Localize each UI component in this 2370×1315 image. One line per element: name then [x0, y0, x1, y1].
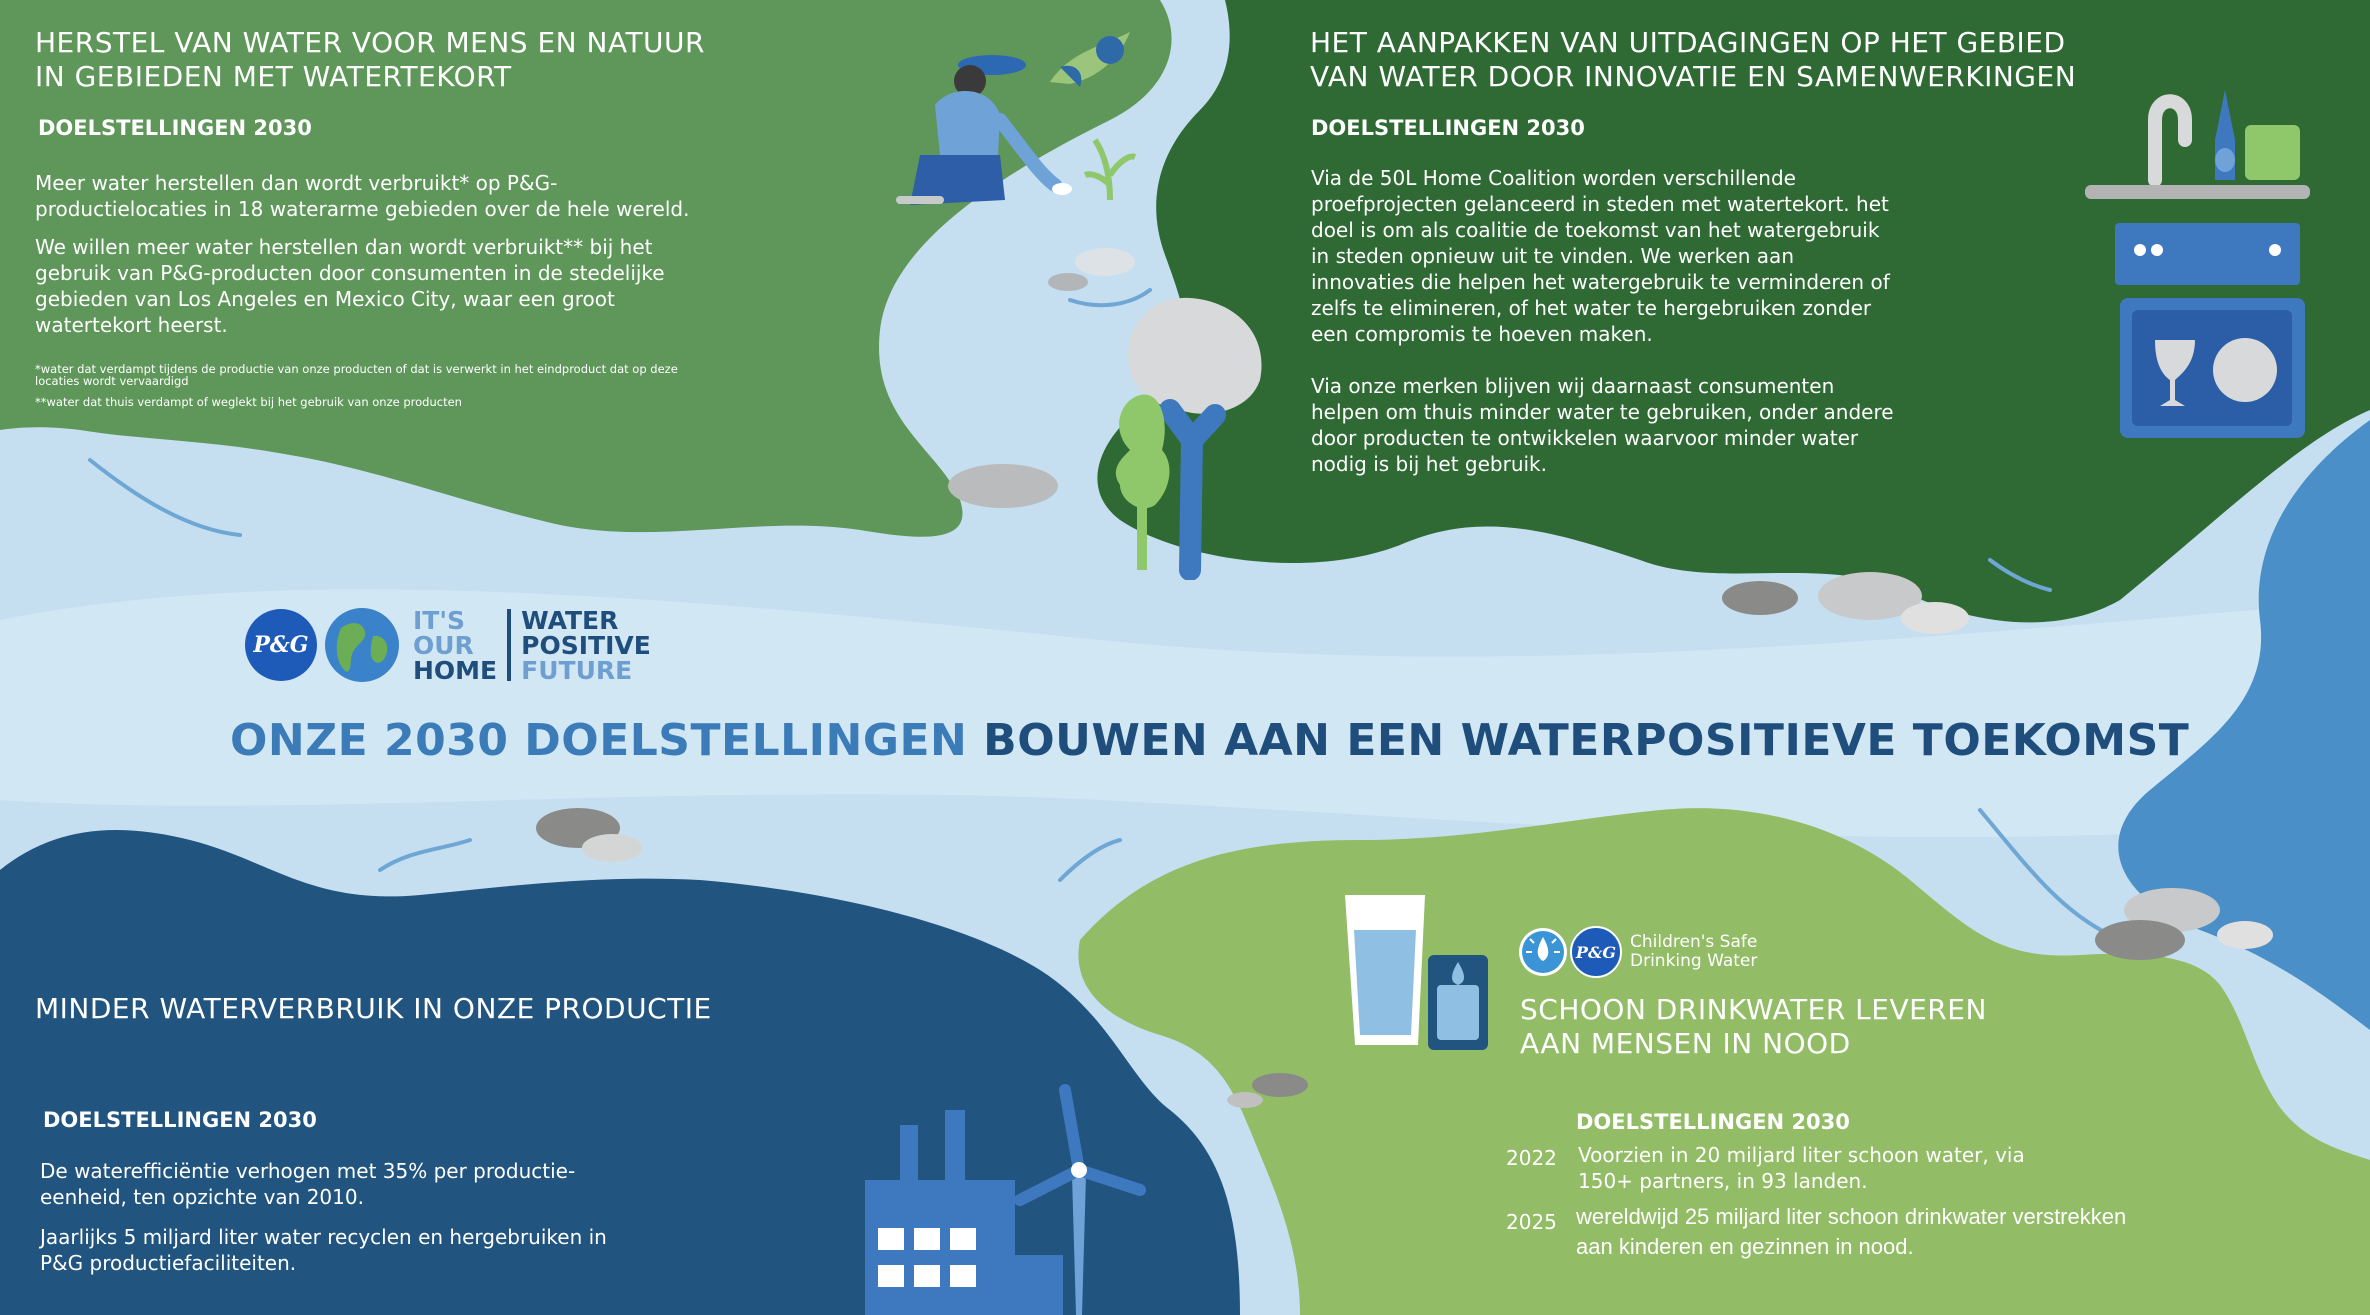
wordmark-line: HOME	[413, 655, 498, 685]
logo-group	[245, 605, 651, 685]
paragraph: We willen meer water herstellen dan wordt verbruikt** bij het gebruik van P&G-producten door consumenten in de stedelijke gebieden van Los Angeles en Mexico City, waar een groot watertekort heerst.	[35, 235, 665, 337]
pg-logo-small: P&G	[1570, 926, 1622, 978]
factory-illustration	[840, 1080, 1260, 1315]
paragraph: Via onze merken blijven wij daarnaast consumenten helpen om thuis minder water te gebruiken, onder andere door producten te ontwikkelen waarvoor minder water nodig is bij het gebruik.	[1311, 374, 1894, 476]
goal-text: wereldwijd 25 miljard liter schoon drinkwater verstrekken aan kinderen en gezinnen in nood.	[1576, 1204, 2127, 1259]
section-body-innovation	[1311, 165, 1896, 489]
wordmark-line: POSITIVE	[521, 630, 651, 660]
pg-logo: P&G	[245, 609, 317, 681]
wordmark-line: FUTURE	[521, 655, 633, 685]
water-positive-future-wordmark	[521, 605, 651, 685]
sun-drop-icon	[1518, 927, 1568, 977]
footnote: *water dat verdampt tijdens de productie van onze producten of dat is verwerkt in het eindproduct dat op deze locaties wordt vervaardigd	[35, 362, 678, 388]
globe-icon	[323, 606, 401, 684]
csdw-wordmark	[1630, 933, 1757, 971]
title-line: SCHOON DRINKWATER LEVEREN	[1520, 993, 1987, 1026]
title-line: VAN WATER DOOR INNOVATIE EN SAMENWERKINGEN	[1310, 60, 2077, 93]
section-title-innovation	[1310, 26, 2170, 94]
goals-label: DOELSTELLINGEN 2030	[38, 116, 312, 140]
section-title-production: MINDER WATERVERBRUIK IN ONZE PRODUCTIE	[35, 992, 712, 1025]
title-line: HET AANPAKKEN VAN UITDAGINGEN OP HET GEBIED	[1310, 26, 2066, 59]
goals-label: DOELSTELLINGEN 2030	[43, 1108, 317, 1132]
trees-illustration	[1100, 290, 1300, 580]
its-our-home-wordmark	[413, 605, 498, 685]
year-label: 2025	[1506, 1210, 1557, 1234]
wordmark-line: IT'S	[413, 605, 466, 635]
wordmark-line: Children's Safe	[1630, 932, 1758, 952]
paragraph: Via de 50L Home Coalition worden verschillende proefprojecten gelanceerd in steden met watertekort. het doel is om als coalitie de toekomst van het watergebruik in steden opnieuw uit te vinden. We werken aan innovaties die helpen het watergebruik te verminderen of zelfs te elimineren, of het water te hergebruiken zonder een compromis te hoeven maken.	[1311, 166, 1890, 346]
paragraph: De waterefficiëntie verhogen met 35% per productie-eenheid, ten opzichte van 2010.	[40, 1159, 576, 1209]
section-body-production	[40, 1158, 610, 1288]
wordmark-line: Drinking Water	[1630, 951, 1758, 971]
title-line: AAN MENSEN IN NOOD	[1520, 1027, 1851, 1060]
goals-label: DOELSTELLINGEN 2030	[1576, 1110, 1850, 1134]
section-body-restore-water	[35, 170, 715, 350]
title-line: HERSTEL VAN WATER VOOR MENS EN NATUUR	[35, 26, 705, 59]
paragraph: Jaarlijks 5 miljard liter water recyclen en hergebruiken in P&G productiefaciliteiten.	[40, 1225, 607, 1275]
goal-text: Voorzien in 20 miljard liter schoon water, via 150+ partners, in 93 landen.	[1578, 1143, 2025, 1193]
headline-part-1: ONZE 2030 DOELSTELLINGEN	[230, 715, 968, 766]
footnotes	[35, 363, 705, 408]
paragraph: Meer water herstellen dan wordt verbruikt* op P&G-productielocaties in 18 waterarme gebieden over de hele wereld.	[35, 171, 690, 221]
title-line: IN GEBIEDEN MET WATERTEKORT	[35, 60, 512, 93]
section-title-restore-water	[35, 26, 755, 94]
footnote: **water dat thuis verdampt of weglekt bij het gebruik van onze producten	[35, 395, 462, 409]
water-glass-illustration	[1340, 890, 1490, 1055]
goals-label: DOELSTELLINGEN 2030	[1311, 116, 1585, 140]
wordmark-line: WATER	[521, 605, 619, 635]
wordmark-line: OUR	[413, 630, 474, 660]
logo-divider	[507, 609, 511, 681]
main-headline	[230, 715, 2189, 766]
kitchen-illustration	[2085, 80, 2310, 450]
year-label: 2022	[1506, 1146, 1557, 1170]
headline-part-2: BOUWEN AAN EEN WATERPOSITIEVE TOEKOMST	[983, 715, 2190, 766]
section-title-drinking-water	[1520, 993, 2280, 1061]
csdw-logo	[1518, 926, 1757, 978]
bird-illustration	[1040, 22, 1140, 102]
